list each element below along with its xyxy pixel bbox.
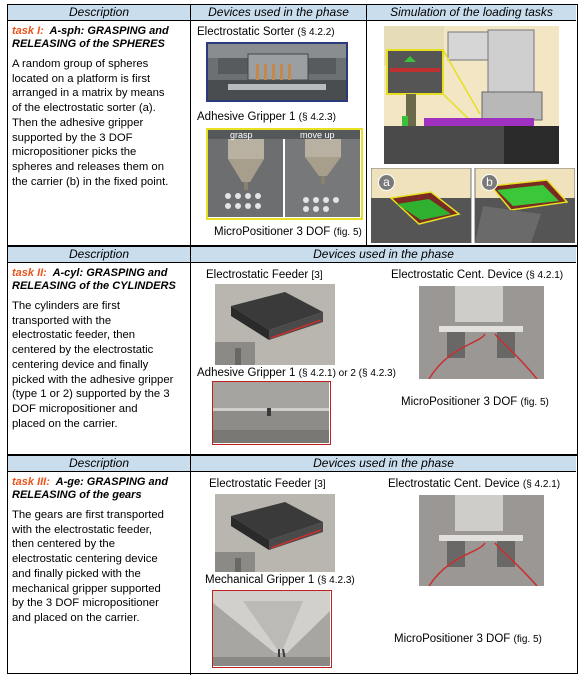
header-devices-3: Devices used in the phase bbox=[191, 456, 576, 472]
column-divider bbox=[366, 5, 367, 245]
task-description-2 bbox=[12, 299, 190, 431]
description-line: spheres and releases them on bbox=[12, 160, 164, 173]
label-electrostatic-cent-device-3: Electrostatic Cent. Device (§ 4.2.1) bbox=[388, 478, 561, 490]
description-line: picked with the adhesive gripper bbox=[12, 373, 174, 386]
label-micropositioner-2: MicroPositioner 3 DOF (fig. 5) bbox=[401, 396, 549, 408]
electrostatic-feeder-photo-2 bbox=[215, 284, 335, 365]
description-line: A random group of spheres bbox=[12, 58, 149, 70]
task-description-3 bbox=[12, 508, 190, 626]
description-line: The cylinders are first bbox=[12, 300, 120, 312]
description-line: and finally picked with the bbox=[12, 567, 141, 580]
description-line: The gears are first transported bbox=[12, 509, 164, 521]
task-title-1 bbox=[12, 25, 190, 51]
header-devices-1: Devices used in the phase bbox=[191, 5, 366, 21]
simulation-label-b: b bbox=[481, 174, 498, 191]
mechanical-gripper-photo bbox=[212, 590, 332, 668]
description-line: by the 3 DOF micropositioner bbox=[12, 597, 159, 610]
description-line: electrostatic feeder, then bbox=[12, 329, 136, 342]
description-line: placed on the carrier. bbox=[12, 417, 118, 430]
adhesive-gripper-photo bbox=[206, 128, 363, 220]
header-simulation: Simulation of the loading tasks bbox=[367, 5, 576, 21]
label-electrostatic-sorter: Electrostatic Sorter (§ 4.2.2) bbox=[197, 26, 335, 38]
centering-device-photo-2 bbox=[419, 286, 544, 379]
electrostatic-feeder-photo-3 bbox=[215, 494, 335, 572]
description-line: the carrier (b) in the fixed point. bbox=[12, 175, 169, 188]
header-description-3: Description bbox=[8, 456, 190, 472]
task-id-2: task II: bbox=[12, 267, 47, 279]
description-line: of the electrostatic sorter (a). bbox=[12, 102, 156, 115]
header-description-1: Description bbox=[8, 5, 190, 21]
column-divider bbox=[190, 5, 191, 675]
label-electrostatic-feeder-2: Electrostatic Feeder [3] bbox=[206, 269, 323, 281]
description-line: and placed on the carrier. bbox=[12, 611, 140, 624]
header-devices-2: Devices used in the phase bbox=[191, 247, 576, 263]
loading-tasks-table bbox=[7, 4, 578, 674]
simulation-sub-images bbox=[371, 168, 575, 243]
label-electrostatic-feeder-3: Electrostatic Feeder [3] bbox=[209, 478, 326, 490]
description-line: centered by the electrostatic bbox=[12, 344, 154, 357]
photo-label-move-up: move up bbox=[300, 130, 335, 140]
description-line: then centered by the bbox=[12, 538, 116, 551]
adhesive-gripper-photo-2 bbox=[212, 381, 331, 445]
task-title-3 bbox=[12, 476, 190, 502]
task-title-2 bbox=[12, 267, 190, 293]
label-adhesive-gripper-2: Adhesive Gripper 1 (§ 4.2.1) or 2 (§ 4.2.3) bbox=[197, 367, 396, 379]
task-description-1 bbox=[12, 57, 190, 189]
photo-label-grasp: grasp bbox=[230, 130, 253, 140]
description-line: micropositioner picks the bbox=[12, 146, 137, 159]
task-title-1-line1: A-sph: GRASPING and bbox=[49, 25, 169, 37]
description-line: located on a platform is first bbox=[12, 72, 151, 85]
task-title-1-line2: RELEASING of the SPHERES bbox=[12, 38, 165, 50]
simulation-label-a: a bbox=[378, 174, 395, 191]
electrostatic-sorter-photo bbox=[206, 42, 348, 102]
task-title-3-line1: A-ge: GRASPING and bbox=[55, 476, 169, 488]
description-line: with the electrostatic feeder, bbox=[12, 523, 153, 536]
label-micropositioner-1: MicroPositioner 3 DOF (fig. 5) bbox=[214, 226, 362, 238]
label-adhesive-gripper-1: Adhesive Gripper 1 (§ 4.2.3) bbox=[197, 111, 336, 123]
description-line: DOF micropositioner and bbox=[12, 402, 138, 415]
header-description-2: Description bbox=[8, 247, 190, 263]
label-mechanical-gripper-1: Mechanical Gripper 1 (§ 4.2.3) bbox=[205, 574, 355, 586]
description-line: Then the adhesive gripper bbox=[12, 116, 144, 129]
task-title-2-line1: A-cyl: GRASPING and bbox=[52, 267, 168, 279]
description-line: centering device and finally bbox=[12, 358, 149, 371]
task-id-1: task I: bbox=[12, 25, 44, 37]
description-line: mechanical gripper supported bbox=[12, 582, 161, 595]
task-title-2-line2: RELEASING of the CYLINDERS bbox=[12, 280, 176, 292]
description-line: supported by the 3 DOF bbox=[12, 131, 133, 144]
description-line: transported with the bbox=[12, 314, 112, 327]
centering-device-photo-3 bbox=[419, 495, 544, 586]
label-electrostatic-cent-device-2: Electrostatic Cent. Device (§ 4.2.1) bbox=[391, 269, 564, 281]
description-line: electrostatic centering device bbox=[12, 553, 158, 566]
description-line: arranged in a matrix by means bbox=[12, 87, 165, 100]
task-id-3: task III: bbox=[12, 476, 50, 488]
label-micropositioner-3: MicroPositioner 3 DOF (fig. 5) bbox=[394, 633, 542, 645]
task-title-3-line2: RELEASING of the gears bbox=[12, 489, 142, 501]
simulation-main-image bbox=[384, 26, 559, 164]
description-line: (type 1 or 2) supported by the 3 bbox=[12, 388, 170, 401]
